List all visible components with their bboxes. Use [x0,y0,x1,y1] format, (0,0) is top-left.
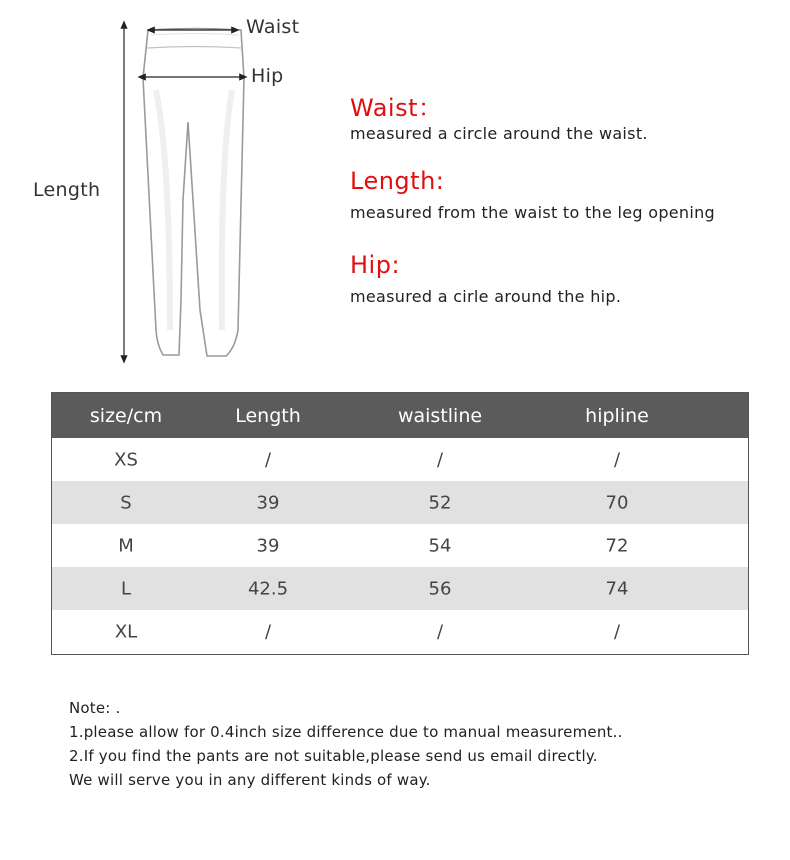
note-line: 1.please allow for 0.4inch size difference due to manual measurement.. [69,723,623,741]
table-row [52,567,748,610]
hip-label: Hip [251,65,284,87]
cell-waistline: / [436,621,444,642]
cell-hipline: 72 [605,535,629,556]
cell-length: 39 [256,535,280,556]
cell-length: / [264,621,272,642]
cell-size: S [120,492,132,513]
cell-hipline: / [613,449,621,470]
cell-waistline: / [436,449,444,470]
waist-definition-text: measured a circle around the waist. [350,124,648,143]
table-row [52,438,748,481]
header-hipline: hipline [585,404,649,427]
hip-definition-text: measured a cirle around the hip. [350,287,622,306]
cell-size: M [118,535,134,556]
cell-size: L [120,578,132,599]
note-heading: Note: . [69,699,121,717]
note-line: We will serve you in any different kinds of way. [69,771,431,789]
length-definition-text: measured from the waist to the leg opening [350,203,716,222]
size-table [51,392,749,655]
length-label: Length [33,179,101,201]
table-row [52,481,748,524]
cell-size: XL [114,621,138,642]
hip-definition-title: Hip: [350,251,401,279]
header-waistline: waistline [397,404,483,427]
leggings-illustration [143,29,244,357]
cell-length: / [264,449,272,470]
table-row [52,524,748,567]
length-definition-title: Length: [350,167,445,195]
notes-block [69,696,623,792]
table-row [52,610,748,653]
cell-hipline: / [613,621,621,642]
cell-length: 42.5 [247,578,289,599]
waist-definition-title: Waist： [350,94,443,122]
cell-waistline: 56 [428,578,452,599]
cell-waistline: 52 [428,492,452,513]
cell-hipline: 74 [605,578,629,599]
header-size: size/cm [89,404,163,427]
cell-length: 39 [256,492,280,513]
cell-size: XS [114,449,138,470]
table-header [52,393,748,438]
waist-label: Waist [246,16,300,38]
cell-waistline: 54 [428,535,452,556]
header-length: Length [235,404,301,427]
note-line: 2.If you find the pants are not suitable,please send us email directly. [69,747,598,765]
cell-hipline: 70 [605,492,629,513]
